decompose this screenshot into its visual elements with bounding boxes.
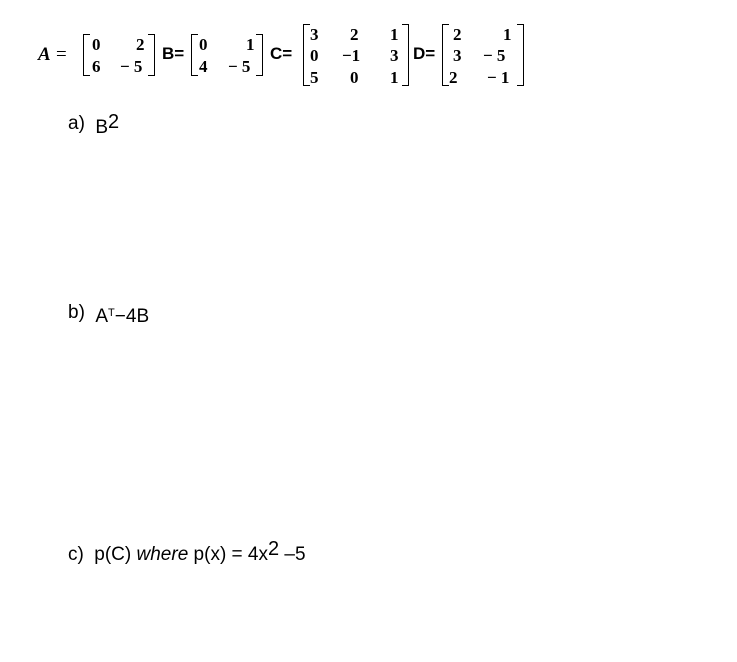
question-c-label: c) bbox=[68, 544, 84, 565]
question-c bbox=[68, 538, 306, 566]
question-c-mid: p(x) = 4x bbox=[193, 544, 268, 565]
matrix-a bbox=[83, 34, 155, 76]
matrix-a-label: A bbox=[38, 44, 51, 65]
matrix-c-cell: 2 bbox=[350, 25, 359, 44]
matrix-c bbox=[303, 24, 409, 86]
matrix-a-cell: 2 bbox=[136, 35, 145, 54]
question-b-transpose: T bbox=[108, 307, 115, 319]
matrix-a-cell: − 5 bbox=[120, 57, 143, 76]
matrix-a-equals: = bbox=[56, 44, 67, 65]
question-b-rest: −4B bbox=[114, 306, 150, 327]
matrix-b-cell: 1 bbox=[246, 35, 255, 54]
question-b-label: b) bbox=[68, 302, 85, 323]
question-a-exponent: 2 bbox=[108, 111, 120, 133]
matrix-b bbox=[191, 34, 263, 76]
question-b bbox=[68, 302, 150, 327]
question-b-base: A bbox=[95, 306, 109, 327]
question-b-expression bbox=[95, 306, 149, 327]
question-a-label: a) bbox=[68, 113, 85, 134]
question-a-expression bbox=[95, 111, 120, 138]
matrix-d-cell: 2 bbox=[453, 25, 462, 44]
matrix-d-label: D= bbox=[413, 44, 436, 63]
question-c-rest: –5 bbox=[284, 544, 306, 565]
matrix-c-cell: 3 bbox=[310, 25, 319, 44]
matrix-b-cell: 4 bbox=[199, 57, 208, 76]
matrix-d-cell: − 5 bbox=[483, 46, 506, 65]
matrix-d bbox=[442, 24, 524, 86]
matrix-c-cell: 3 bbox=[390, 46, 399, 65]
question-c-where: where bbox=[136, 544, 189, 565]
matrix-d-cell: 3 bbox=[453, 46, 462, 65]
question-c-expression bbox=[94, 538, 306, 565]
matrix-c-cell: 5 bbox=[310, 68, 319, 87]
question-c-pre: p(C) bbox=[94, 544, 132, 565]
matrix-b-cell: − 5 bbox=[228, 57, 251, 76]
matrix-d-cell: 1 bbox=[503, 25, 512, 44]
matrix-c-cell: 0 bbox=[350, 68, 359, 87]
matrix-c-cell: −1 bbox=[342, 46, 361, 65]
matrix-c-cell: 1 bbox=[390, 25, 399, 44]
matrix-a-cell: 0 bbox=[92, 35, 101, 54]
matrix-d-cell: 2 bbox=[449, 68, 458, 87]
matrix-c-label: C= bbox=[270, 44, 293, 63]
matrix-b-label: B= bbox=[162, 44, 185, 63]
matrix-c-cell: 1 bbox=[390, 68, 399, 87]
matrix-c-cell: 0 bbox=[310, 46, 319, 65]
question-a bbox=[68, 111, 120, 138]
matrix-d-cell: − 1 bbox=[487, 68, 510, 87]
question-a-base: B bbox=[95, 117, 109, 138]
matrix-b-cell: 0 bbox=[199, 35, 208, 54]
matrix-a-cell: 6 bbox=[92, 57, 101, 76]
question-c-exponent: 2 bbox=[268, 538, 280, 560]
